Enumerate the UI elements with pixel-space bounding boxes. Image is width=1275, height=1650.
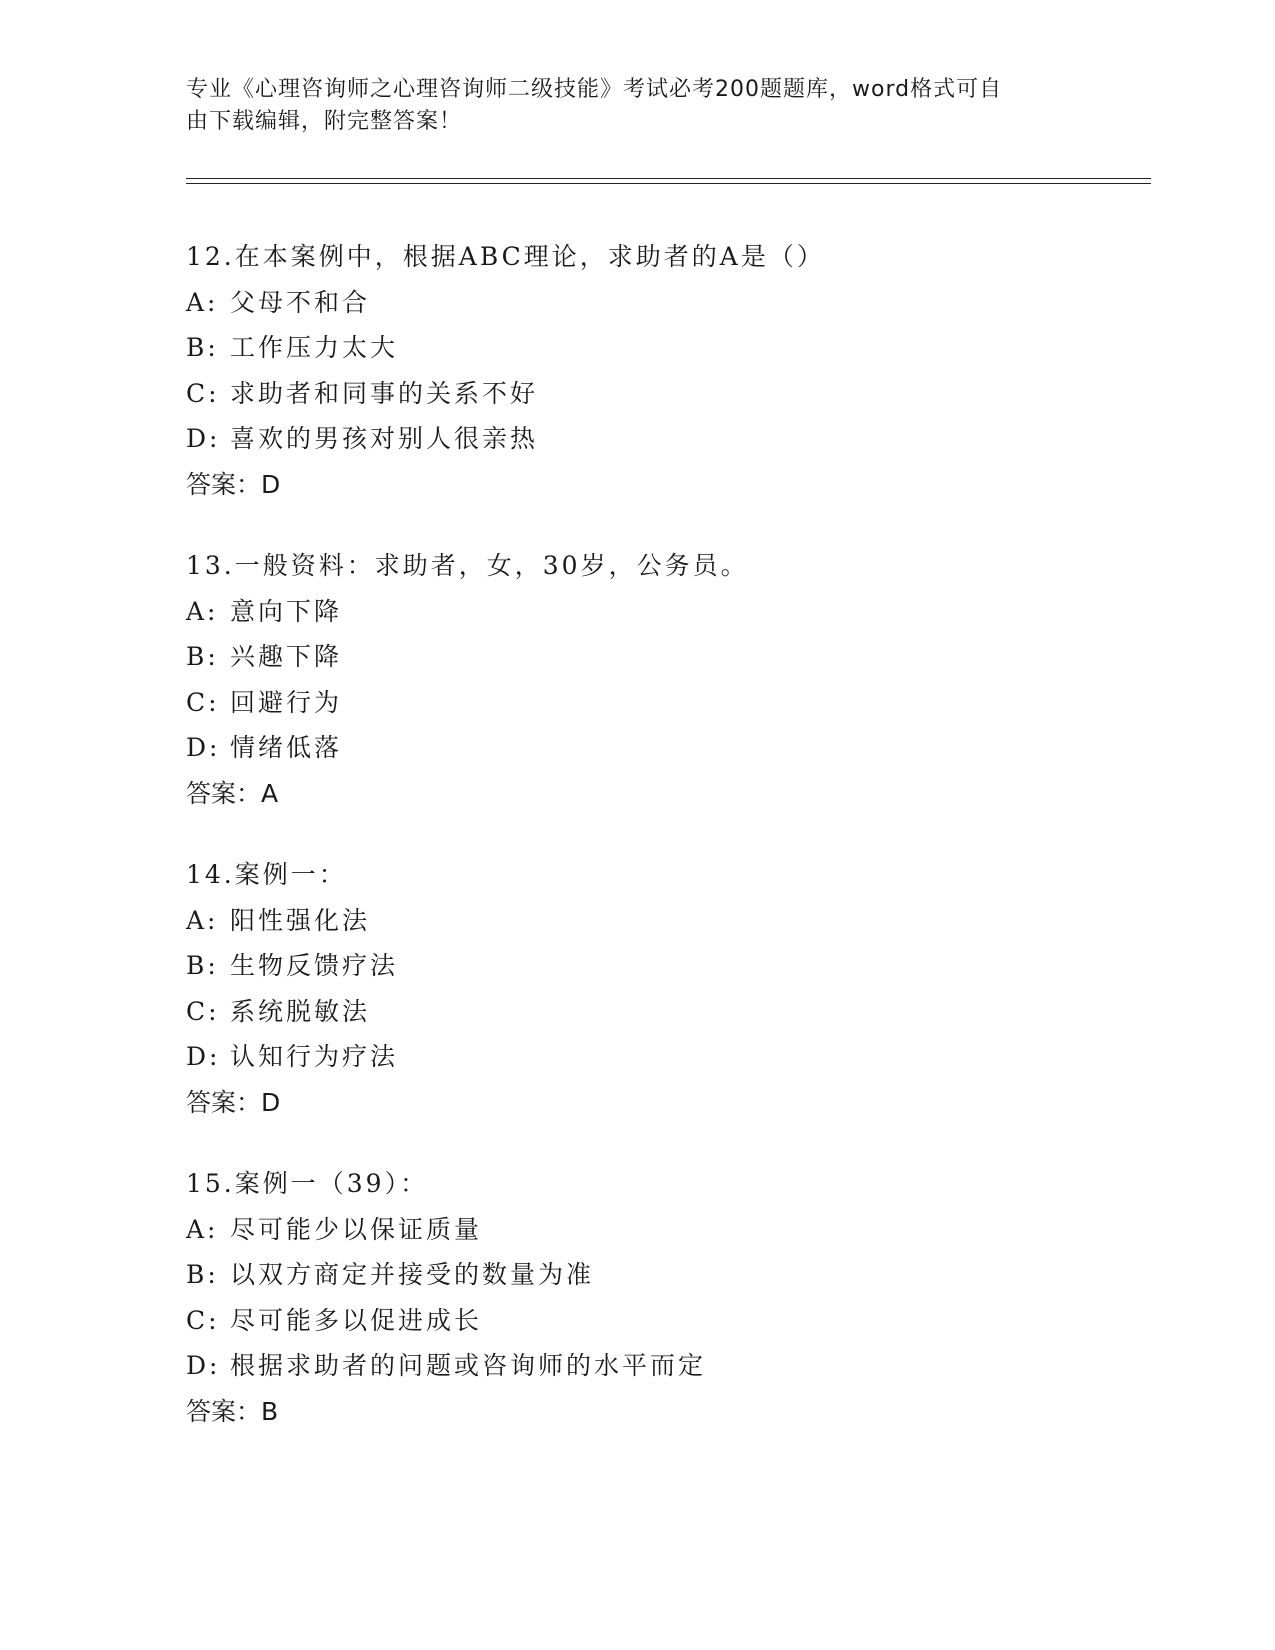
option-letter: B: <box>186 1260 219 1289</box>
option-a <box>186 280 1146 326</box>
option-text: 兴趣下降 <box>230 642 343 671</box>
option-text: 回避行为 <box>230 687 343 717</box>
option-text: 父母不和合 <box>230 287 371 317</box>
option-text: 系统脱敏法 <box>230 996 371 1026</box>
question-stem: 14.案例一： <box>186 860 347 889</box>
option-d <box>186 416 1146 462</box>
answer-line: 答案：A <box>186 778 279 808</box>
header-line-1: 专业《心理咨询师之心理咨询师二级技能》考试必考200题题库，word格式可自 <box>186 77 1003 102</box>
option-text: 以双方商定并接受的数量为准 <box>230 1260 595 1289</box>
option-d <box>186 1343 1146 1389</box>
option-letter: D: <box>186 733 221 762</box>
option-letter: D: <box>186 1351 221 1380</box>
option-letter: D: <box>186 424 221 453</box>
option-letter: B: <box>186 642 219 671</box>
option-letter: B: <box>186 951 219 980</box>
option-letter: B: <box>186 333 219 362</box>
option-a <box>186 589 1146 635</box>
option-letter: C: <box>186 378 220 408</box>
answer-line: 答案：D <box>186 469 281 499</box>
option-letter: A: <box>186 596 219 626</box>
option-text: 喜欢的男孩对别人很亲热 <box>230 424 539 453</box>
divider-rule-top <box>186 178 1151 179</box>
option-letter: A: <box>186 905 219 935</box>
option-text: 尽可能多以促进成长 <box>230 1305 483 1335</box>
option-d <box>186 1034 1146 1080</box>
question-list <box>186 234 1146 1470</box>
option-a <box>186 1207 1146 1253</box>
option-c <box>186 1298 1146 1344</box>
option-letter: A: <box>186 1214 219 1244</box>
question-12 <box>186 234 1146 507</box>
question-stem: 15.案例一（39）： <box>186 1169 429 1198</box>
option-text: 求助者和同事的关系不好 <box>230 378 539 408</box>
answer-line: 答案：B <box>186 1396 279 1426</box>
question-15 <box>186 1161 1146 1434</box>
question-13 <box>186 543 1146 816</box>
question-14 <box>186 852 1146 1125</box>
option-text: 根据求助者的问题或咨询师的水平而定 <box>230 1351 707 1380</box>
option-d <box>186 725 1146 771</box>
option-text: 认知行为疗法 <box>230 1042 399 1071</box>
option-text: 情绪低落 <box>230 733 343 762</box>
question-stem: 13.一般资料：求助者，女，30岁，公务员。 <box>186 551 749 580</box>
option-letter: C: <box>186 996 220 1026</box>
option-a <box>186 898 1146 944</box>
option-text: 生物反馈疗法 <box>230 951 399 980</box>
option-text: 意向下降 <box>230 596 343 626</box>
option-text: 工作压力太大 <box>230 333 399 362</box>
option-b <box>186 634 1146 680</box>
question-stem: 12.在本案例中，根据ABC理论，求助者的A是（） <box>186 242 825 271</box>
option-letter: C: <box>186 687 220 717</box>
option-c <box>186 989 1146 1035</box>
option-c <box>186 371 1146 417</box>
divider-rule-bottom <box>186 183 1151 184</box>
header-line-2: 由下载编辑，附完整答案！ <box>186 109 463 134</box>
option-text: 尽可能少以保证质量 <box>230 1214 483 1244</box>
option-b <box>186 1252 1146 1298</box>
header-note <box>186 74 1066 138</box>
option-letter: D: <box>186 1042 221 1071</box>
option-letter: C: <box>186 1305 220 1335</box>
option-text: 阳性强化法 <box>230 905 371 935</box>
option-c <box>186 680 1146 726</box>
option-b <box>186 943 1146 989</box>
option-b <box>186 325 1146 371</box>
option-letter: A: <box>186 287 219 317</box>
answer-line: 答案：D <box>186 1087 281 1117</box>
